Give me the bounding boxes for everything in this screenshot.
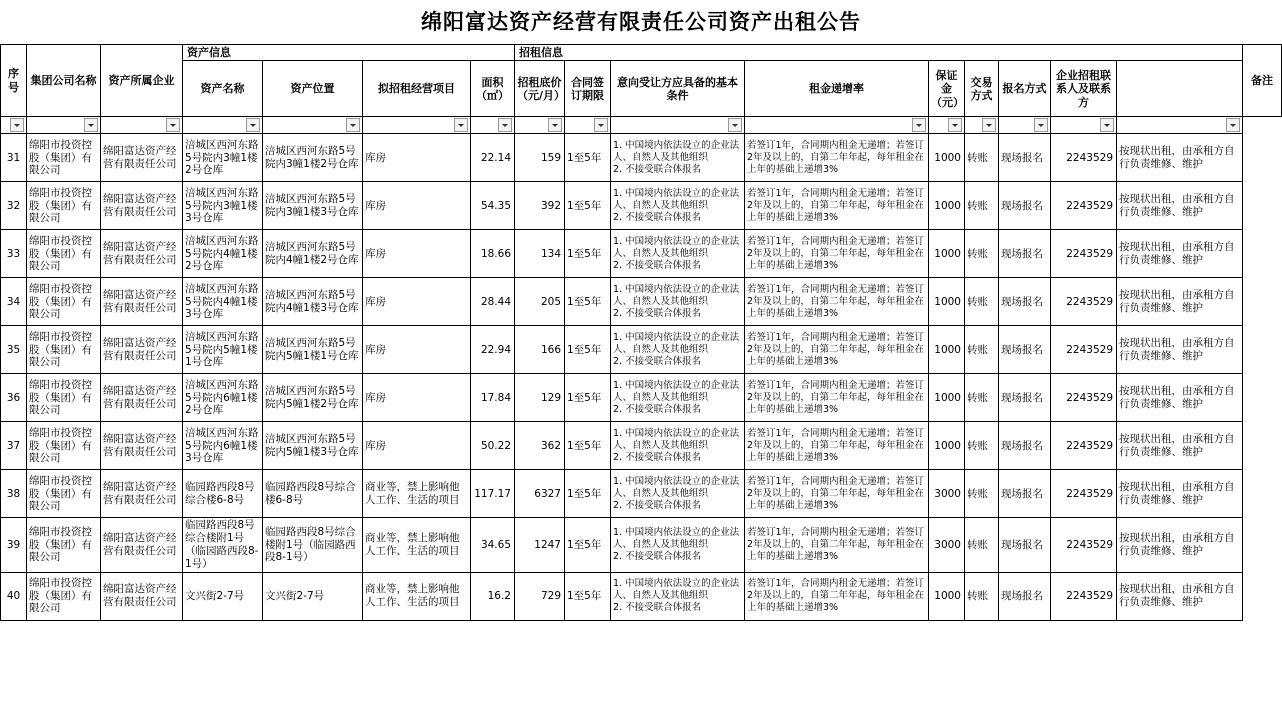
cell-owner-enterprise: 绵阳富达资产经营有限责任公司 [101, 278, 183, 326]
cell-seq: 40 [1, 572, 27, 620]
cell-payment-method: 转账 [965, 134, 999, 182]
cell-remark: 按现状出租，由承租方自行负责维修、维护 [1117, 182, 1243, 230]
cell-group-company: 绵阳市投资控股（集团）有限公司 [27, 572, 101, 620]
chevron-down-icon[interactable] [454, 118, 468, 132]
cell-contact: 2243529 [1051, 278, 1117, 326]
cell-business-project: 库房 [363, 374, 471, 422]
cell-contact: 2243529 [1051, 182, 1117, 230]
cell-asset-name: 涪城区西河东路5号院内3幢1楼3号仓库 [183, 182, 263, 230]
cell-payment-method: 转账 [965, 182, 999, 230]
cell-group-company: 绵阳市投资控股（集团）有限公司 [27, 182, 101, 230]
cell-area: 54.35 [471, 182, 515, 230]
cell-remark: 按现状出租，由承租方自行负责维修、维护 [1117, 470, 1243, 518]
chevron-down-icon[interactable] [346, 118, 360, 132]
cell-deposit: 1000 [929, 182, 965, 230]
header-asset-location: 资产位置 [263, 61, 363, 117]
cell-owner-enterprise: 绵阳富达资产经营有限责任公司 [101, 182, 183, 230]
cell-contact: 2243529 [1051, 572, 1117, 620]
cell-remark: 按现状出租，由承租方自行负责维修、维护 [1117, 278, 1243, 326]
header-group-row [1, 45, 1282, 61]
cell-rent-increase: 若签订1年，合同期内租金无递增；若签订2年及以上的，自第二年年起，每年租金在上年的基础上递增3% [745, 518, 929, 572]
cell-seq: 37 [1, 422, 27, 470]
cell-asset-name: 涪城区西河东路5号院内4幢1楼3号仓库 [183, 278, 263, 326]
cell-base-price: 129 [515, 374, 565, 422]
cell-base-price: 166 [515, 326, 565, 374]
cell-payment-method: 转账 [965, 518, 999, 572]
chevron-down-icon[interactable] [498, 118, 512, 132]
chevron-down-icon[interactable] [84, 118, 98, 132]
cell-owner-enterprise: 绵阳富达资产经营有限责任公司 [101, 230, 183, 278]
cell-group-company: 绵阳市投资控股（集团）有限公司 [27, 278, 101, 326]
table-row [1, 230, 1282, 278]
header-payment-method: 交易方式 [965, 61, 999, 117]
cell-deposit: 1000 [929, 326, 965, 374]
cell-area: 22.14 [471, 134, 515, 182]
cell-asset-name: 涪城区西河东路5号院内6幢1楼3号仓库 [183, 422, 263, 470]
header-group-rent-info: 招租信息 [515, 45, 1243, 61]
header-area: 面积（㎡） [471, 61, 515, 117]
filter-cell [999, 117, 1051, 134]
cell-contact: 2243529 [1051, 422, 1117, 470]
cell-remark: 按现状出租，由承租方自行负责维修、维护 [1117, 374, 1243, 422]
cell-rent-increase: 若签订1年，合同期内租金无递增；若签订2年及以上的，自第二年年起，每年租金在上年的基础上递增3% [745, 278, 929, 326]
cell-contract-term: 1至5年 [565, 518, 611, 572]
cell-asset-location: 涪城区西河东路5号院内4幢1楼3号仓库 [263, 278, 363, 326]
cell-asset-name: 临园路西段8号综合楼6-8号 [183, 470, 263, 518]
cell-base-price: 6327 [515, 470, 565, 518]
header-base-price: 招租底价（元/月） [515, 61, 565, 117]
filter-cell [1117, 117, 1243, 134]
cell-rent-increase: 若签订1年，合同期内租金无递增；若签订2年及以上的，自第二年年起，每年租金在上年的基础上递增3% [745, 374, 929, 422]
cell-deposit: 1000 [929, 278, 965, 326]
cell-asset-location: 涪城区西河东路5号院内3幢1楼2号仓库 [263, 134, 363, 182]
cell-contract-term: 1至5年 [565, 470, 611, 518]
cell-apply-method: 现场报名 [999, 422, 1051, 470]
cell-seq: 34 [1, 278, 27, 326]
filter-cell [515, 117, 565, 134]
cell-remark: 按现状出租，由承租方自行负责维修、维护 [1117, 422, 1243, 470]
cell-seq: 32 [1, 182, 27, 230]
cell-base-price: 159 [515, 134, 565, 182]
table-body [1, 117, 1282, 620]
cell-area: 18.66 [471, 230, 515, 278]
cell-contract-term: 1至5年 [565, 572, 611, 620]
cell-apply-method: 现场报名 [999, 230, 1051, 278]
cell-business-project: 库房 [363, 230, 471, 278]
table-row [1, 326, 1282, 374]
cell-rent-increase: 若签订1年，合同期内租金无递增；若签订2年及以上的，自第二年年起，每年租金在上年的基础上递增3% [745, 422, 929, 470]
cell-area: 50.22 [471, 422, 515, 470]
cell-deposit: 1000 [929, 374, 965, 422]
cell-deposit: 1000 [929, 134, 965, 182]
cell-group-company: 绵阳市投资控股（集团）有限公司 [27, 134, 101, 182]
cell-area: 16.2 [471, 572, 515, 620]
table-row [1, 278, 1282, 326]
cell-conditions: 1. 中国境内依法设立的企业法人、自然人及其他组织 2. 不接受联合体报名 [611, 182, 745, 230]
cell-contact: 2243529 [1051, 326, 1117, 374]
header-remark-top: 备注 [1243, 45, 1282, 117]
filter-cell [611, 117, 745, 134]
cell-base-price: 392 [515, 182, 565, 230]
cell-payment-method: 转账 [965, 374, 999, 422]
cell-owner-enterprise: 绵阳富达资产经营有限责任公司 [101, 518, 183, 572]
cell-conditions: 1. 中国境内依法设立的企业法人、自然人及其他组织 2. 不接受联合体报名 [611, 374, 745, 422]
cell-asset-location: 临园路西段8号综合楼附1号（临园路西段8-1号） [263, 518, 363, 572]
cell-asset-name: 涪城区西河东路5号院内3幢1楼2号仓库 [183, 134, 263, 182]
chevron-down-icon[interactable] [548, 118, 562, 132]
asset-rental-table [0, 44, 1282, 621]
cell-deposit: 1000 [929, 572, 965, 620]
cell-seq: 33 [1, 230, 27, 278]
chevron-down-icon[interactable] [1034, 118, 1048, 132]
cell-group-company: 绵阳市投资控股（集团）有限公司 [27, 374, 101, 422]
cell-area: 34.65 [471, 518, 515, 572]
chevron-down-icon[interactable] [728, 118, 742, 132]
cell-business-project: 商业等，禁上影响他人工作、生活的项目 [363, 572, 471, 620]
header-business-project: 拟招租经营项目 [363, 61, 471, 117]
cell-payment-method: 转账 [965, 422, 999, 470]
cell-business-project: 库房 [363, 422, 471, 470]
cell-asset-name: 涪城区西河东路5号院内5幢1楼1号仓库 [183, 326, 263, 374]
cell-area: 17.84 [471, 374, 515, 422]
table-row [1, 518, 1282, 572]
chevron-down-icon[interactable] [246, 118, 260, 132]
cell-seq: 38 [1, 470, 27, 518]
cell-payment-method: 转账 [965, 470, 999, 518]
cell-business-project: 库房 [363, 182, 471, 230]
cell-base-price: 729 [515, 572, 565, 620]
header-conditions: 意向受让方应具备的基本条件 [611, 61, 745, 117]
cell-seq: 31 [1, 134, 27, 182]
cell-conditions: 1. 中国境内依法设立的企业法人、自然人及其他组织 2. 不接受联合体报名 [611, 278, 745, 326]
cell-rent-increase: 若签订1年，合同期内租金无递增；若签订2年及以上的，自第二年年起，每年租金在上年的基础上递增3% [745, 326, 929, 374]
cell-apply-method: 现场报名 [999, 182, 1051, 230]
cell-apply-method: 现场报名 [999, 278, 1051, 326]
cell-owner-enterprise: 绵阳富达资产经营有限责任公司 [101, 326, 183, 374]
table-row [1, 470, 1282, 518]
cell-rent-increase: 若签订1年，合同期内租金无递增；若签订2年及以上的，自第二年年起，每年租金在上年的基础上递增3% [745, 182, 929, 230]
header-group-asset-info: 资产信息 [183, 45, 515, 61]
header-owner-enterprise: 资产所属企业 [101, 45, 183, 117]
cell-asset-name: 临园路西段8号综合楼附1号（临园路西段8-1号） [183, 518, 263, 572]
cell-contract-term: 1至5年 [565, 278, 611, 326]
cell-owner-enterprise: 绵阳富达资产经营有限责任公司 [101, 572, 183, 620]
cell-remark: 按现状出租，由承租方自行负责维修、维护 [1117, 572, 1243, 620]
cell-apply-method: 现场报名 [999, 326, 1051, 374]
cell-seq: 36 [1, 374, 27, 422]
page-title: 绵阳富达资产经营有限责任公司资产出租公告 [421, 9, 861, 34]
chevron-down-icon[interactable] [594, 118, 608, 132]
chevron-down-icon[interactable] [948, 118, 962, 132]
filter-cell [363, 117, 471, 134]
cell-apply-method: 现场报名 [999, 134, 1051, 182]
filter-cell [101, 117, 183, 134]
header-asset-name: 资产名称 [183, 61, 263, 117]
cell-remark: 按现状出租，由承租方自行负责维修、维护 [1117, 326, 1243, 374]
cell-business-project: 库房 [363, 134, 471, 182]
cell-owner-enterprise: 绵阳富达资产经营有限责任公司 [101, 374, 183, 422]
filter-cell [1051, 117, 1117, 134]
cell-contact: 2243529 [1051, 374, 1117, 422]
filter-cell [471, 117, 515, 134]
cell-asset-location: 涪城区西河东路5号院内5幢1楼2号仓库 [263, 374, 363, 422]
cell-group-company: 绵阳市投资控股（集团）有限公司 [27, 230, 101, 278]
cell-deposit: 1000 [929, 230, 965, 278]
filter-cell [27, 117, 101, 134]
cell-contact: 2243529 [1051, 518, 1117, 572]
header-contact: 企业招租联系人及联系方 [1051, 61, 1117, 117]
cell-contract-term: 1至5年 [565, 326, 611, 374]
cell-rent-increase: 若签订1年，合同期内租金无递增；若签订2年及以上的，自第二年年起，每年租金在上年的基础上递增3% [745, 470, 929, 518]
cell-area: 28.44 [471, 278, 515, 326]
cell-asset-location: 涪城区西河东路5号院内5幢1楼1号仓库 [263, 326, 363, 374]
cell-rent-increase: 若签订1年，合同期内租金无递增；若签订2年及以上的，自第二年年起，每年租金在上年的基础上递增3% [745, 572, 929, 620]
cell-area: 22.94 [471, 326, 515, 374]
cell-base-price: 134 [515, 230, 565, 278]
cell-base-price: 1247 [515, 518, 565, 572]
cell-contract-term: 1至5年 [565, 422, 611, 470]
chevron-down-icon[interactable] [912, 118, 926, 132]
cell-conditions: 1. 中国境内依法设立的企业法人、自然人及其他组织 2. 不接受联合体报名 [611, 134, 745, 182]
cell-conditions: 1. 中国境内依法设立的企业法人、自然人及其他组织 2. 不接受联合体报名 [611, 326, 745, 374]
filter-cell [263, 117, 363, 134]
cell-deposit: 1000 [929, 422, 965, 470]
chevron-down-icon[interactable] [1100, 118, 1114, 132]
table-row [1, 182, 1282, 230]
cell-apply-method: 现场报名 [999, 518, 1051, 572]
cell-conditions: 1. 中国境内依法设立的企业法人、自然人及其他组织 2. 不接受联合体报名 [611, 518, 745, 572]
table-row [1, 134, 1282, 182]
cell-apply-method: 现场报名 [999, 374, 1051, 422]
cell-seq: 35 [1, 326, 27, 374]
chevron-down-icon[interactable] [166, 118, 180, 132]
cell-base-price: 362 [515, 422, 565, 470]
header-apply-method: 报名方式 [999, 61, 1051, 117]
cell-rent-increase: 若签订1年，合同期内租金无递增；若签订2年及以上的，自第二年年起，每年租金在上年的基础上递增3% [745, 230, 929, 278]
cell-contact: 2243529 [1051, 230, 1117, 278]
filter-cell [1, 117, 27, 134]
cell-payment-method: 转账 [965, 230, 999, 278]
cell-conditions: 1. 中国境内依法设立的企业法人、自然人及其他组织 2. 不接受联合体报名 [611, 572, 745, 620]
cell-apply-method: 现场报名 [999, 470, 1051, 518]
cell-asset-location: 涪城区西河东路5号院内3幢1楼3号仓库 [263, 182, 363, 230]
table-row [1, 572, 1282, 620]
header-rent-increase: 租金递增率 [745, 61, 929, 117]
cell-base-price: 205 [515, 278, 565, 326]
cell-asset-location: 临园路西段8号综合楼6-8号 [263, 470, 363, 518]
cell-payment-method: 转账 [965, 326, 999, 374]
filter-cell [965, 117, 999, 134]
cell-conditions: 1. 中国境内依法设立的企业法人、自然人及其他组织 2. 不接受联合体报名 [611, 470, 745, 518]
cell-conditions: 1. 中国境内依法设立的企业法人、自然人及其他组织 2. 不接受联合体报名 [611, 422, 745, 470]
header-group-company: 集团公司名称 [27, 45, 101, 117]
cell-asset-location: 涪城区西河东路5号院内4幢1楼2号仓库 [263, 230, 363, 278]
cell-area: 117.17 [471, 470, 515, 518]
cell-asset-name: 涪城区西河东路5号院内4幢1楼2号仓库 [183, 230, 263, 278]
cell-payment-method: 转账 [965, 572, 999, 620]
cell-contract-term: 1至5年 [565, 230, 611, 278]
cell-conditions: 1. 中国境内依法设立的企业法人、自然人及其他组织 2. 不接受联合体报名 [611, 230, 745, 278]
header-row [1, 61, 1282, 117]
cell-seq: 39 [1, 518, 27, 572]
cell-business-project: 商业等，禁上影响他人工作、生活的项目 [363, 518, 471, 572]
header-deposit: 保证金（元） [929, 61, 965, 117]
cell-group-company: 绵阳市投资控股（集团）有限公司 [27, 518, 101, 572]
cell-contract-term: 1至5年 [565, 182, 611, 230]
cell-business-project: 库房 [363, 278, 471, 326]
cell-group-company: 绵阳市投资控股（集团）有限公司 [27, 422, 101, 470]
cell-deposit: 3000 [929, 470, 965, 518]
chevron-down-icon[interactable] [982, 118, 996, 132]
filter-cell [929, 117, 965, 134]
cell-owner-enterprise: 绵阳富达资产经营有限责任公司 [101, 470, 183, 518]
filter-row [1, 117, 1282, 134]
cell-contact: 2243529 [1051, 470, 1117, 518]
filter-cell [565, 117, 611, 134]
cell-asset-location: 涪城区西河东路5号院内5幢1楼3号仓库 [263, 422, 363, 470]
cell-remark: 按现状出租，由承租方自行负责维修、维护 [1117, 230, 1243, 278]
cell-payment-method: 转账 [965, 278, 999, 326]
cell-asset-location: 文兴街2-7号 [263, 572, 363, 620]
cell-contract-term: 1至5年 [565, 374, 611, 422]
cell-owner-enterprise: 绵阳富达资产经营有限责任公司 [101, 422, 183, 470]
table-row [1, 422, 1282, 470]
cell-asset-name: 涪城区西河东路5号院内6幢1楼2号仓库 [183, 374, 263, 422]
filter-cell [183, 117, 263, 134]
cell-contact: 2243529 [1051, 134, 1117, 182]
cell-deposit: 3000 [929, 518, 965, 572]
cell-remark: 按现状出租，由承租方自行负责维修、维护 [1117, 518, 1243, 572]
header-seq: 序号 [1, 45, 27, 117]
cell-business-project: 库房 [363, 326, 471, 374]
chevron-down-icon[interactable] [10, 118, 24, 132]
cell-asset-name: 文兴街2-7号 [183, 572, 263, 620]
cell-remark: 按现状出租，由承租方自行负责维修、维护 [1117, 134, 1243, 182]
table-row [1, 374, 1282, 422]
filter-cell [745, 117, 929, 134]
chevron-down-icon[interactable] [1226, 118, 1240, 132]
header-contract-term: 合同签订期限 [565, 61, 611, 117]
cell-apply-method: 现场报名 [999, 572, 1051, 620]
cell-group-company: 绵阳市投资控股（集团）有限公司 [27, 470, 101, 518]
cell-business-project: 商业等，禁上影响他人工作、生活的项目 [363, 470, 471, 518]
cell-rent-increase: 若签订1年，合同期内租金无递增；若签订2年及以上的，自第二年年起，每年租金在上年的基础上递增3% [745, 134, 929, 182]
cell-contract-term: 1至5年 [565, 134, 611, 182]
cell-owner-enterprise: 绵阳富达资产经营有限责任公司 [101, 134, 183, 182]
cell-group-company: 绵阳市投资控股（集团）有限公司 [27, 326, 101, 374]
